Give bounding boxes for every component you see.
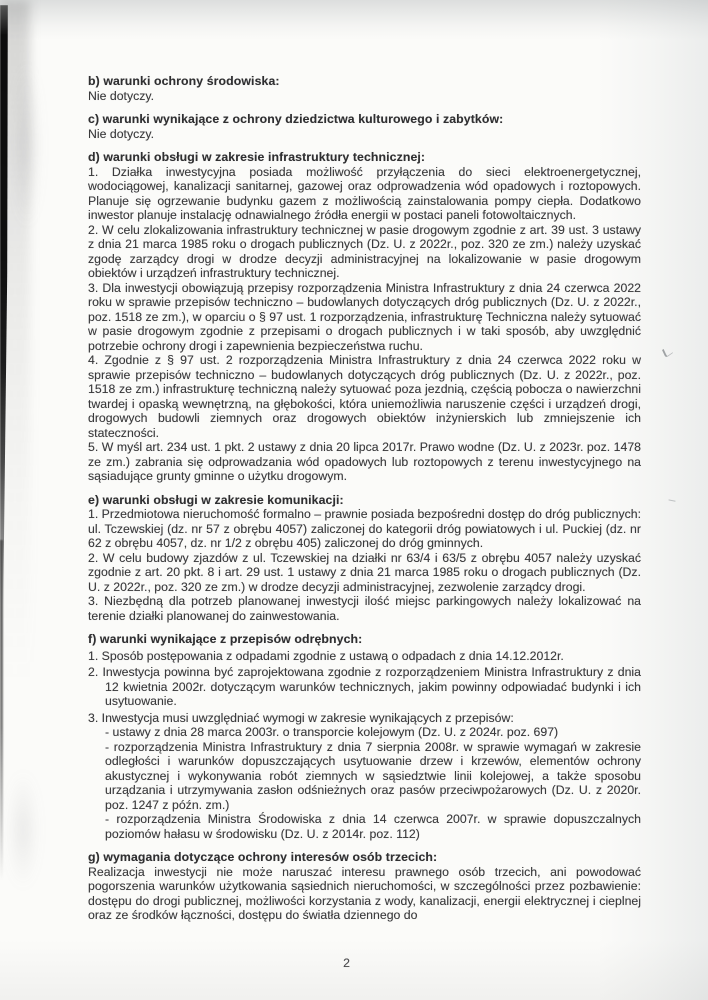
page-number: 2 — [343, 956, 350, 970]
document-section — [88, 493, 641, 624]
paragraph: 3. Dla inwestycji obowiązują przepisy rozporządzenia Ministra Infrastruktury z dnia 24 czerwca 2022 roku w sprawie przepisów techniczno – budowlanych dotyczących dróg publicznych (Dz. U. z 2022r., poz. 1518 ze zm.), w oparciu o § 97 ust. 1 rozporządzenia, infrastrukturę Techniczna należy sytuować w pasie drogowym zgodnie z przepisami o drogach publicznych i w taki sposób, aby uwzględnić potrzebie ochrony drogi i zapewnienia bezpieczeństwa ruchu. — [88, 280, 641, 353]
section-heading: g) wymagania dotyczące ochrony interesów osób trzecich: — [88, 850, 438, 864]
paragraph: 4. Zgodnie z § 97 ust. 2 rozporządzenia Ministra Infrastruktury z dnia 24 czerwca 2022 roku w sprawie przepisów techniczno – budowlanych dotyczących dróg publicznych (Dz. U. z 2022r., poz. 1518 ze zm.) infrastrukturę techniczną należy sytuować poza jezdnią, częścią pobocza o nawierzchni twardej i opaską wewnętrzną, na głębokości, która uniemożliwia naruszenie części i urządzeń drogi, drogowych budowli ziemnych oraz drogowych obiektów inżynierskich lub zmniejszenie ich stateczności. — [88, 353, 641, 440]
paragraph: 3. Inwestycja musi uwzględniać wymogi w zakresie wynikających z przepisów: — [88, 710, 514, 725]
section-heading: e) warunki obsługi w zakresie komunikacji: — [88, 492, 344, 507]
scan-left-edge-artifact-lower — [0, 540, 3, 880]
paragraph: 3. Niezbędną dla potrzeb planowanej inwestycji ilość miejsc parkingowych należy lokalizować na terenie działki planowanej do zainwestowania. — [88, 594, 641, 623]
paragraph: - rozporządzenia Ministra Środowiska z dnia 14 czerwca 2007r. w sprawie dopuszczalnych poziomów hałasu w środowisku (Dz. U. z 2014r. poz. 112) — [105, 812, 641, 841]
paragraph: Realizacja inwestycji nie może naruszać interesu prawnego osób trzecich, ani powodować pogorszenia warunków użytkowania sąsiednich nieruchomości, w szczególności przez pozbawienie: dostępu do drogi publicznej, możliwości korzystania z wody, kanalizacji, energii elektrycznej i cieplnej oraz ze środków łączności, dostępu do światła dziennego do — [88, 864, 641, 922]
scan-smudge — [14, 60, 40, 230]
paragraph: 1. Przedmiotowa nieruchomość formalno – prawnie posiada bezpośredni dostęp do dróg publicznych: ul. Tczewskiej (dz. nr 57 z obrębu 4057) zaliczonej do kategorii dróg powiatowych i ul. Puckiej (dz. nr 62 z obrębu 4057, dz. nr 1/2 z obrębu 405) zaliczonej do dróg gminnych. — [88, 507, 641, 550]
paragraph: 1. Działka inwestycyjna posiada możliwość przyłączenia do sieci elektroenergetycznej, wodociągowej, kanalizacji sanitarnej, gazowej oraz odprowadzenia wód opadowych i roztopowych. Planuje się ogrzewanie budynku gazem z możliwością zainstalowania pompy ciepła. Dodatkowo inwestor planuje instalację odnawialnego źródła energii w postaci paneli fotowoltaicznych. — [88, 164, 641, 222]
pen-mark — [667, 499, 675, 506]
pen-mark — [662, 345, 673, 358]
paragraph: 5. W myśl art. 234 ust. 1 pkt. 2 ustawy z dnia 20 lipca 2017r. Prawo wodne (Dz. U. z 2023r. poz. 1478 ze zm.) zabrania się odprowadzania wód opadowych lub roztopowych z terenu inwestycyjnego na sąsiadujące grunty gminne o użytku drogowym. — [88, 440, 641, 483]
paragraph: - ustawy z dnia 28 marca 2003r. o transporcie kolejowym (Dz. U. z 2024r. poz. 697) — [105, 725, 559, 739]
paragraph: 2. W celu zlokalizowania infrastruktury technicznej w pasie drogowym zgodnie z art. 39 ust. 3 ustawy z dnia 21 marca 1985 roku o drogach publicznych (Dz. U. z 2022r., poz. 320 ze zm.) należy uzyskać zgodę zarządcy drogi w drodze decyzji administracyjnej na lokalizowanie w pasie drogowym obiektów i urządzeń infrastruktury technicznej. — [88, 222, 641, 280]
paragraph: Nie dotyczy. — [88, 88, 155, 103]
section-heading: c) warunki wynikające z ochrony dziedzictwa kulturowego i zabytków: — [88, 112, 504, 126]
section-heading: b) warunki ochrony środowiska: — [88, 74, 280, 88]
paragraph: 2. Inwestycja powinna być zaprojektowana zgodnie z rozporządzeniem Ministra Infrastruktury z dnia 12 kwietnia 2002r. dotyczącym warunków technicznych, jakim powinny odpowiadać budynki i ich usytuowanie. — [88, 665, 641, 708]
paragraph: 2. W celu budowy zjazdów z ul. Tczewskiej na działki nr 63/4 i 63/5 z obrębu 4057 należy uzyskać zgodnie z art. 20 pkt. 8 i art. 29 ust. 1 ustawy z dnia 21 marca 1985 roku o drogach publicznych (Dz. U. z 2022r., poz. 320 ze zm.) w drodze decyzji administracyjnej, zezwolenie zarządcy drogi. — [88, 550, 641, 594]
section-heading: f) warunki wynikające z przepisów odrębnych: — [88, 632, 363, 646]
scan-smudge — [8, 770, 38, 890]
document-section — [88, 74, 641, 103]
document-section — [88, 850, 641, 923]
paragraph: - rozporządzenia Ministra Infrastruktury z dnia 7 sierpnia 2008r. w sprawie wymagań w zakresie odległości i warunków dopuszczających usytuowanie drzew i krzewów, elementów ochrony akustycznej i wykonywania robót ziemnych w sąsiedztwie linii kolejowej, a także sposobu urządzania i utrzymywania zasłon odśnieżnych oraz pasów przeciwpożarowych (Dz. U. z 2020r. poz. 1247 z późn. zm.) — [105, 739, 641, 812]
section-heading: d) warunki obsługi w zakresie infrastruktury technicznej: — [88, 150, 426, 164]
paragraph: Nie dotyczy. — [88, 126, 155, 141]
document-body — [88, 74, 641, 923]
document-section — [88, 150, 641, 484]
document-section — [88, 632, 641, 841]
paragraph: 1. Sposób postępowania z odpadami zgodnie z ustawą o odpadach z dnia 14.12.2012r. — [88, 648, 564, 663]
document-section — [88, 112, 641, 141]
